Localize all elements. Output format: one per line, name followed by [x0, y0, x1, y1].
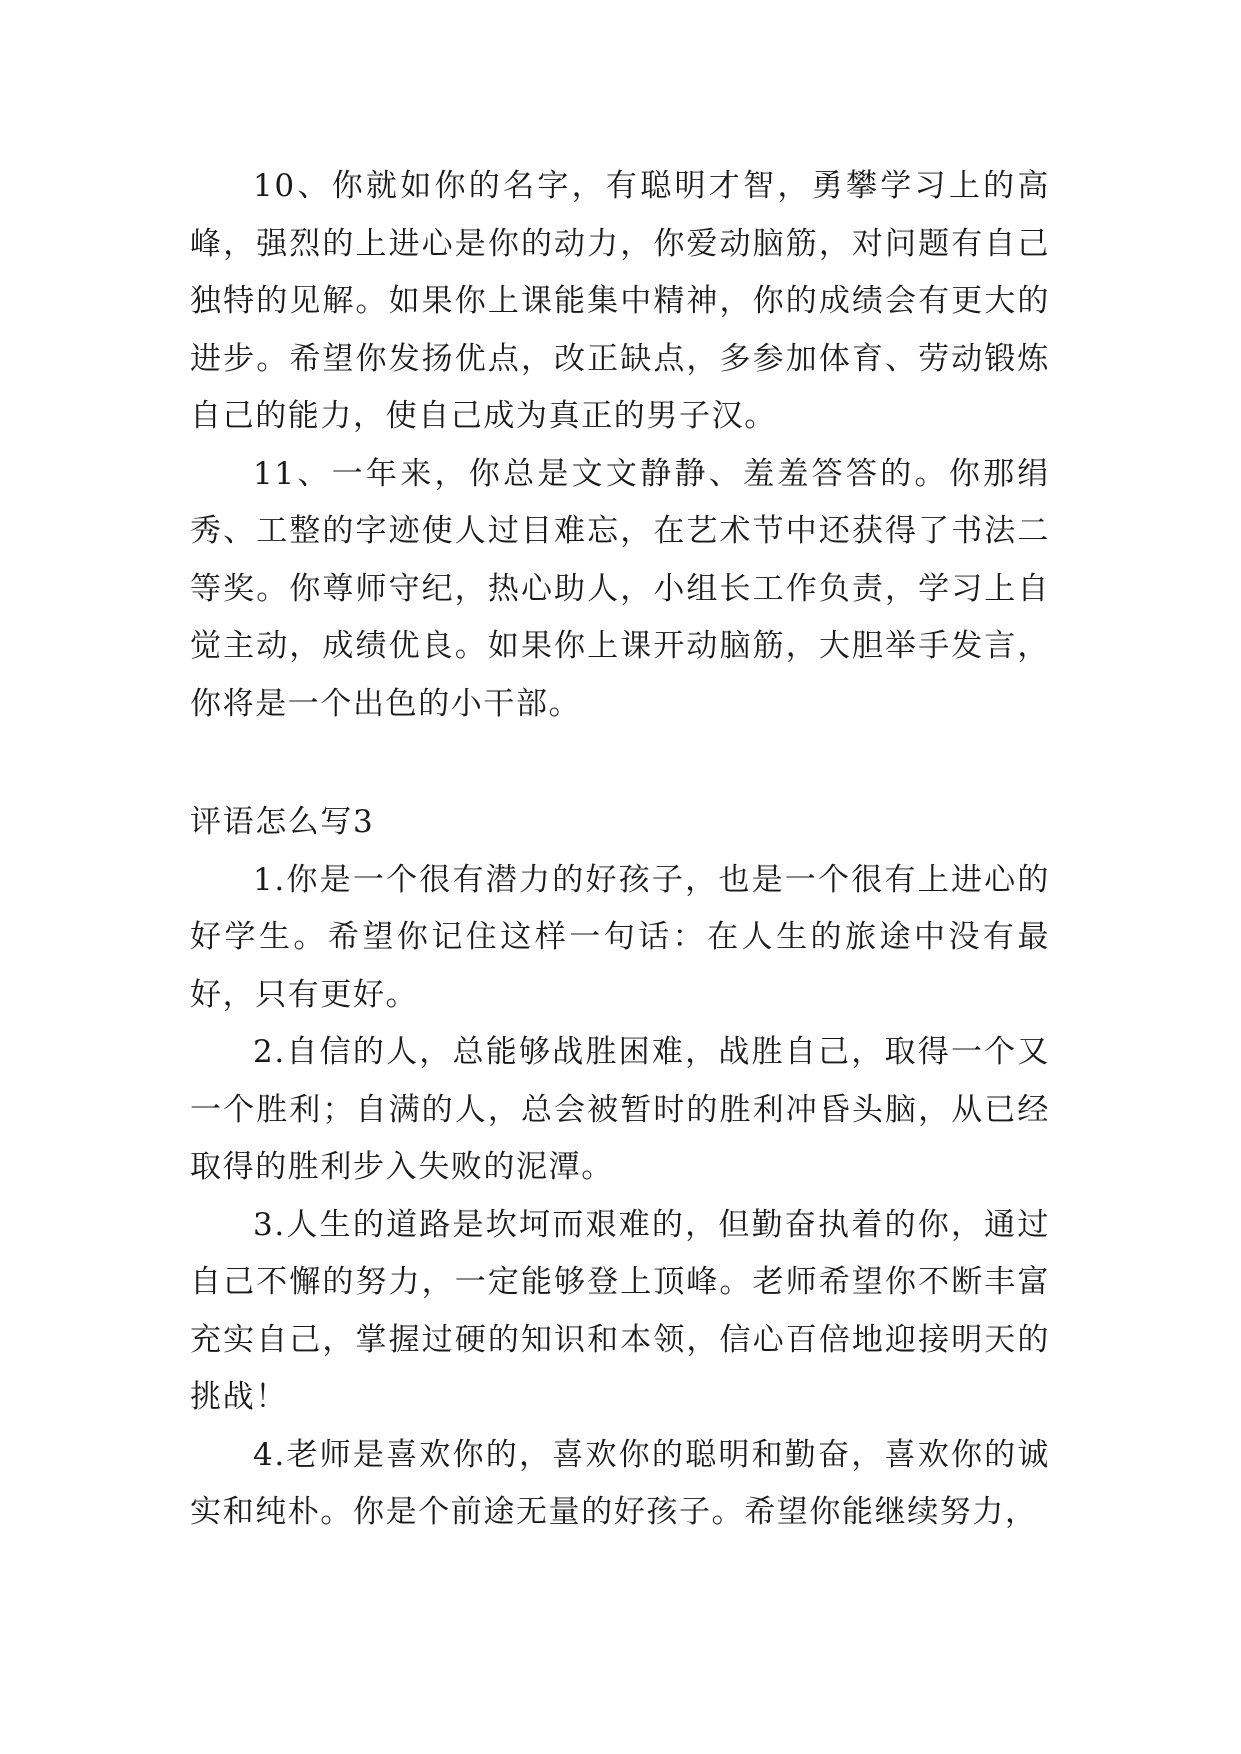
comment-paragraph-2: 2.自信的人，总能够战胜困难，战胜自己，取得一个又一个胜利；自满的人，总会被暂时的胜利冲昏头脑，从已经取得的胜利步入失败的泥潭。 [190, 1034, 1050, 1185]
comment-paragraph-10: 10、你就如你的名字，有聪明才智，勇攀学习上的高峰，强烈的上进心是你的动力，你爱动脑筋，对问题有自己独特的见解。如果你上课能集中精神，你的成绩会有更大的进步。希望你发扬优点，改正缺点，多参加体育、劳动锻炼自己的能力，使自己成为真正的男子汉。 [190, 168, 1050, 434]
comment-paragraph-11: 11、一年来，你总是文文静静、羞羞答答的。你那绢秀、工整的字迹使人过目难忘，在艺术节中还获得了书法二等奖。你尊师守纪，热心助人，小组长工作负责，学习上自觉主动，成绩优良。如果你上课开动脑筋，大胆举手发言，你将是一个出色的小干部。 [190, 455, 1050, 722]
comment-paragraph-1: 1.你是一个很有潜力的好孩子，也是一个很有上进心的好学生。希望你记住这样一句话：在人生的旅途中没有最好，只有更好。 [190, 861, 1050, 1013]
section-heading: 评语怎么写3 [190, 804, 375, 840]
comment-paragraph-3: 3.人生的道路是坎坷而艰难的，但勤奋执着的你，通过自己不懈的努力，一定能够登上顶峰。老师希望你不断丰富充实自己，掌握过硬的知识和本领，信心百倍地迎接明天的挑战！ [190, 1206, 1050, 1415]
document-body [190, 158, 1050, 1542]
comment-paragraph-4: 4.老师是喜欢你的，喜欢你的聪明和勤奋，喜欢你的诚实和纯朴。你是个前途无量的好孩子。希望你能继续努力， [190, 1436, 1050, 1530]
